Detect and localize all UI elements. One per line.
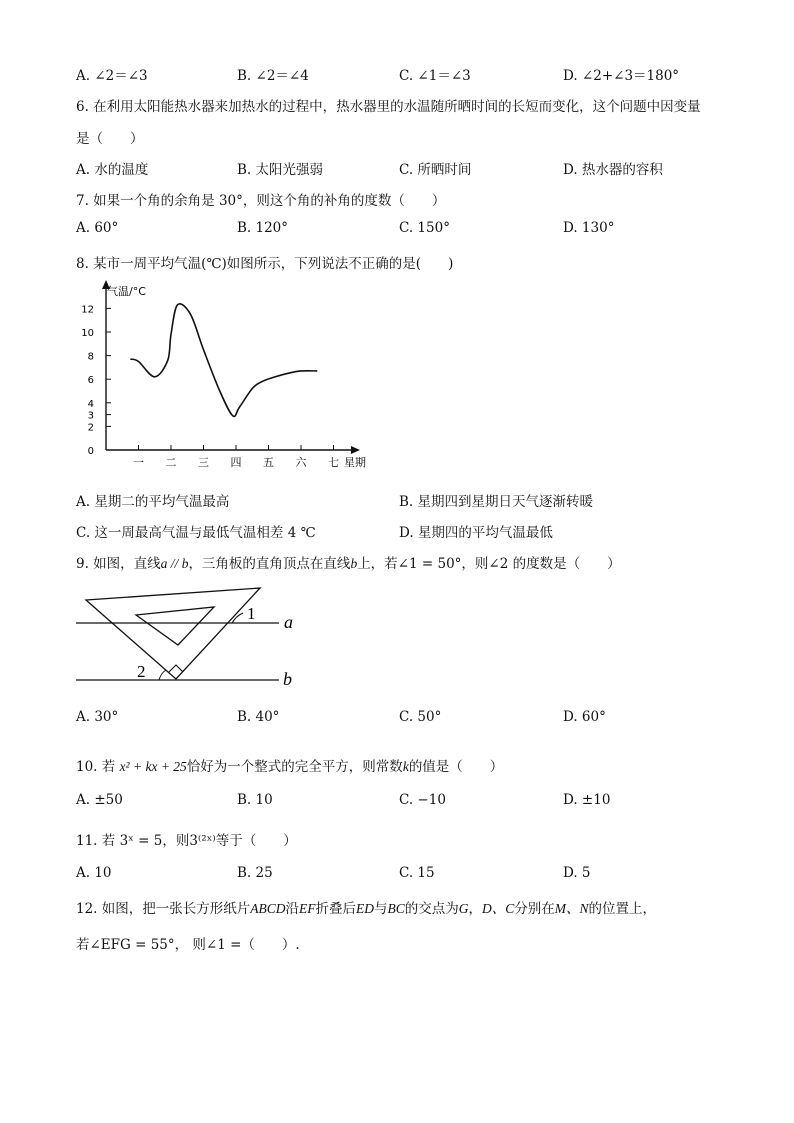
y-tick-label: 3: [87, 410, 94, 422]
set-square-inner: [136, 607, 214, 645]
angle2-arc: [159, 670, 166, 680]
x-tick-label: 二: [165, 456, 177, 469]
y-axis-label: 气温/°C: [107, 285, 146, 298]
parallel-lines-triangle-figure: [76, 582, 316, 692]
q9-option-b: B. 40°: [237, 709, 280, 725]
line-a-label: a: [284, 612, 293, 632]
y-tick-label: 6: [87, 375, 94, 387]
set-square-outer: [86, 588, 260, 679]
y-tick-label: 10: [81, 328, 94, 339]
q8-option-a: A. 星期二的平均气温最高: [76, 494, 230, 510]
q9-option-a: A. 30°: [76, 709, 119, 725]
q9-option-d: D. 60°: [563, 709, 606, 725]
q5-option-b: B. ∠2＝∠4: [237, 68, 309, 84]
temperature-series-line: [130, 304, 317, 417]
q11-option-d: D. 5: [563, 865, 591, 881]
right-angle-mark: [169, 665, 183, 672]
q8-stem: 8. 某市一周平均气温(℃)如图所示，下列说法不正确的是( ): [76, 256, 454, 272]
q6-stem-line1: 6. 在利用太阳能热水器来加热水的过程中，热水器里的水温随所晒时间的长短而变化，这个问题中因变量: [76, 99, 701, 115]
q10-option-b: B. 10: [237, 792, 273, 808]
x-ticks: [133, 445, 339, 469]
q7-stem: 7. 如果一个角的余角是 30°，则这个角的补角的度数（ ）: [76, 193, 446, 209]
q6-option-b: B. 太阳光强弱: [237, 162, 324, 178]
q5-option-a: A. ∠2＝∠3: [76, 68, 148, 84]
q8-option-c: C. 这一周最高气温与最低气温相差 4 ℃: [76, 525, 316, 541]
q7-option-c: C. 150°: [399, 220, 450, 236]
q11-stem: 11. 若 3ˣ = 5，则3⁽²ˣ⁾等于（ ）: [76, 833, 297, 849]
line-b-label: b: [283, 669, 292, 689]
q10-option-c: C. −10: [399, 792, 446, 808]
x-tick-label: 六: [295, 456, 307, 469]
q7-option-b: B. 120°: [237, 220, 289, 236]
q7-option-d: D. 130°: [563, 220, 615, 236]
x-tick-label: 四: [230, 456, 242, 469]
angle1-arc: [232, 613, 243, 623]
x-axis-arrow: [351, 446, 360, 454]
q11-option-c: C. 15: [399, 865, 435, 881]
chart-axes: [102, 280, 360, 454]
x-tick-label: 三: [198, 456, 209, 469]
q6-stem-line2: 是（ ）: [76, 131, 144, 147]
q9-stem: 9. 如图，直线a // b，三角板的直角顶点在直线b上，若∠1 = 50°，则∠2 的度数是（ ）: [76, 556, 621, 572]
q7-option-a: A. 60°: [76, 220, 119, 236]
q11-option-b: B. 25: [237, 865, 273, 881]
q6-option-a: A. 水的温度: [76, 162, 149, 178]
q12-stem-line1: 12. 如图，把一张长方形纸片ABCD沿EF折叠后ED与BC的交点为G，D、C分别在M、N的位置上，: [76, 901, 657, 917]
q11-option-a: A. 10: [76, 865, 112, 881]
y-tick-label: 0: [87, 446, 94, 457]
x-axis-label: 星期: [344, 456, 366, 469]
temperature-line-chart: [76, 278, 376, 474]
y-tick-label: 8: [87, 351, 94, 363]
q8-option-d: D. 星期四的平均气温最低: [399, 525, 553, 541]
q6-option-c: C. 所晒时间: [399, 162, 472, 178]
q6-option-d: D. 热水器的容积: [563, 162, 663, 178]
x-tick-label: 五: [263, 456, 274, 469]
q12-stem-line2: 若∠EFG = 55°， 则∠1 =（ ）.: [76, 937, 300, 953]
q9-option-c: C. 50°: [399, 709, 442, 725]
q10-stem: 10. 若 x² + kx + 25恰好为一个整式的完全平方，则常数k的值是（ ）: [76, 759, 504, 775]
q10-option-d: D. ±10: [563, 792, 611, 808]
q8-option-b: B. 星期四到星期日天气逐渐转暖: [399, 494, 594, 510]
x-tick-label: 一: [133, 456, 144, 469]
q5-option-d: D. ∠2+∠3＝180°: [563, 68, 680, 84]
angle1-label: 1: [247, 604, 256, 623]
y-tick-label: 2: [87, 422, 94, 434]
angle2-label: 2: [137, 662, 146, 681]
q5-option-c: C. ∠1＝∠3: [399, 68, 471, 84]
q10-option-a: A. ±50: [76, 792, 123, 808]
x-tick-label: 七: [328, 456, 339, 469]
y-tick-label: 4: [87, 398, 94, 410]
y-tick-label: 12: [81, 304, 94, 316]
